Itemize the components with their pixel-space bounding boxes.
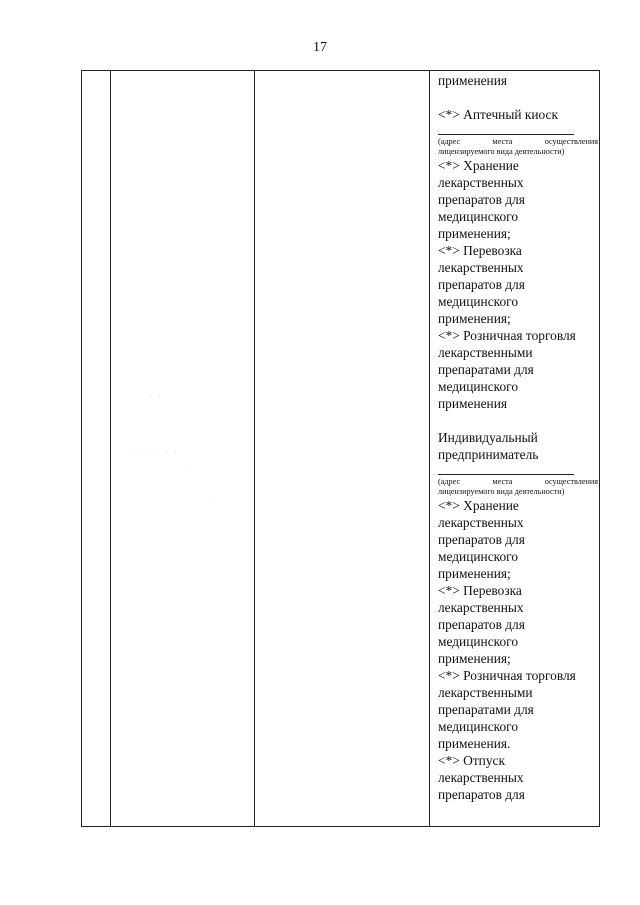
text-line: препаратов для (438, 192, 525, 207)
text-line: препаратов для (438, 277, 525, 292)
address-underline (438, 134, 574, 135)
address-underline (438, 474, 574, 475)
text-line: медицинского (438, 634, 519, 649)
text-line: применения (438, 73, 508, 88)
text-line: медицинского (438, 379, 519, 394)
text-line: лекарственных (438, 515, 524, 530)
text-line: медицинского (438, 209, 519, 224)
text-line: лекарственных (438, 260, 524, 275)
column-divider-2 (254, 71, 255, 826)
text-line: лекарственных (438, 600, 524, 615)
text-line: применения; (438, 311, 511, 326)
text-line: лекарственных (438, 175, 524, 190)
page-number: 17 (313, 40, 327, 55)
text-line: медицинского (438, 719, 519, 734)
activity-list-kiosk (438, 157, 598, 412)
column-divider-1 (110, 71, 111, 826)
text-line: препаратов для (438, 532, 525, 547)
text-line: <*> Перевозка (438, 583, 522, 598)
text-line: медицинского (438, 294, 519, 309)
text-line: <*> Отпуск (438, 753, 505, 768)
text-line: лекарственных (438, 770, 524, 785)
address-caption: лицензируемого вида деятельности) (438, 147, 565, 156)
scan-speck: . . (150, 392, 164, 398)
text-line: лекарственными (438, 685, 533, 700)
address-caption: лицензируемого вида деятельности) (438, 487, 565, 496)
text-line: препаратами для (438, 702, 534, 717)
text-line: применения (438, 396, 508, 411)
activity-list-ip (438, 497, 598, 803)
text-line: <*> Перевозка (438, 243, 522, 258)
text-line: применения; (438, 651, 511, 666)
text-line: лекарственными (438, 345, 533, 360)
text-line: <*> Розничная торговля (438, 668, 576, 683)
column-divider-3 (429, 71, 430, 826)
text-line: <*> Розничная торговля (438, 328, 576, 343)
address-caption: (адрес места осуществления (438, 137, 598, 146)
text-line: <*> Хранение (438, 498, 519, 513)
activity-cell (438, 72, 598, 803)
text-line: применения. (438, 736, 511, 751)
kiosk-heading: <*> Аптечный киоск (438, 107, 559, 122)
text-line: препаратов для (438, 787, 525, 802)
ip-heading: предприниматель (438, 447, 539, 462)
text-line: медицинского (438, 549, 519, 564)
scan-speck: . (212, 497, 217, 503)
text-line: препаратами для (438, 362, 534, 377)
text-line: применения; (438, 566, 511, 581)
scan-speck: . . . . . . (130, 448, 180, 454)
ip-heading: Индивидуальный (438, 430, 538, 445)
scan-speck: . (185, 465, 190, 471)
address-caption: (адрес места осуществления (438, 477, 598, 486)
text-line: препаратов для (438, 617, 525, 632)
text-line: <*> Хранение (438, 158, 519, 173)
text-line: применения; (438, 226, 511, 241)
